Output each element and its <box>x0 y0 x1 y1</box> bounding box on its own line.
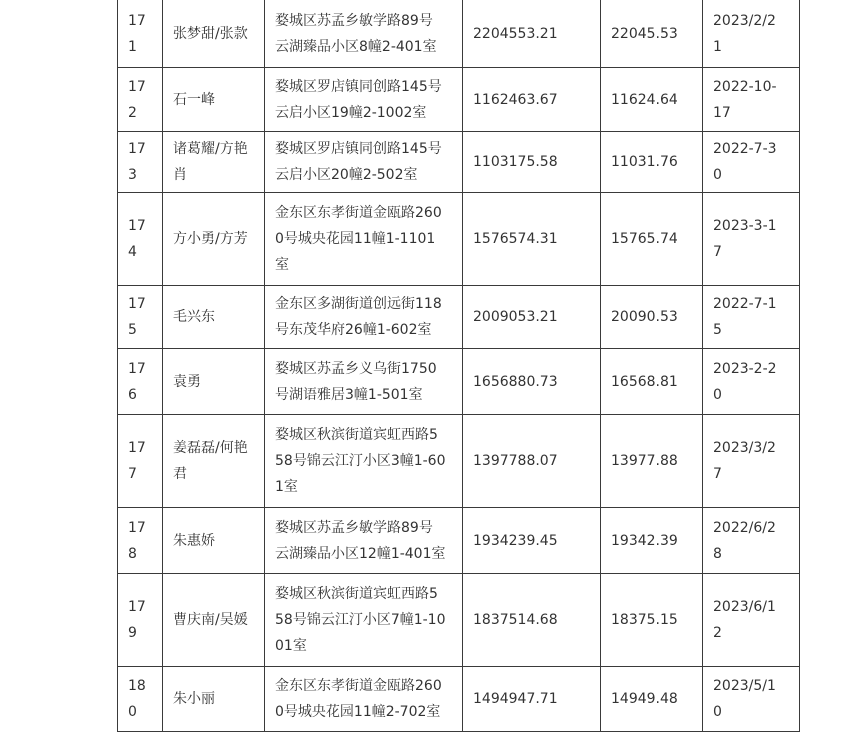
owner-name-cell <box>163 667 265 732</box>
cell-line: 号湖语雅居3幢1-501室 <box>275 386 423 403</box>
cell-line: 18 <box>128 678 146 694</box>
date-cell <box>703 132 800 193</box>
table-row <box>118 508 800 574</box>
address-cell <box>265 286 463 349</box>
amount-cell: 1162463.67 <box>463 68 601 132</box>
cell-line: 8 <box>713 545 722 562</box>
records-table-body <box>118 0 800 732</box>
address-cell <box>265 132 463 193</box>
cell-line: 云湖臻品小区12幢1-401室 <box>275 545 446 562</box>
cell-line: 17 <box>128 141 146 157</box>
address-cell <box>265 574 463 667</box>
cell-line: 6 <box>128 386 137 403</box>
address-cell <box>265 349 463 415</box>
cell-line: 朱惠娇 <box>173 532 215 549</box>
cell-line: 张梦甜/张款 <box>173 25 248 42</box>
amount-cell: 1103175.58 <box>463 132 601 193</box>
cell-line: 2023-3-1 <box>713 218 777 234</box>
cell-line: 4 <box>128 244 137 260</box>
cell-line: 7 <box>713 244 722 260</box>
cell-line: 金东区多湖街道创远街118 <box>275 296 442 312</box>
cell-line: 婺城区秋滨街道宾虹西路5 <box>275 427 438 443</box>
cell-line: 2023/3/2 <box>713 440 776 456</box>
cell-line: 2022/6/2 <box>713 519 776 536</box>
amount-cell: 1494947.71 <box>463 667 601 732</box>
cell-line: 方小勇/方芳 <box>173 231 248 247</box>
cell-line: 2022-10- <box>713 78 777 95</box>
date-cell <box>703 0 800 68</box>
row-number-cell <box>118 68 163 132</box>
cell-line: 1室 <box>275 479 298 495</box>
owner-name-cell <box>163 286 265 349</box>
cell-line: 58号锦云江汀小区3幢1-60 <box>275 453 446 469</box>
deposit-cell: 11624.64 <box>601 68 703 132</box>
cell-line: 01室 <box>275 638 307 654</box>
cell-line: 云启小区19幢2-1002室 <box>275 104 427 121</box>
address-cell <box>265 667 463 732</box>
cell-line: 17 <box>128 218 146 234</box>
cell-line: 17 <box>128 519 146 536</box>
cell-line: 7 <box>713 466 722 482</box>
date-cell <box>703 68 800 132</box>
cell-line: 7 <box>128 466 137 482</box>
cell-line: 婺城区罗店镇同创路145号 <box>275 78 442 95</box>
cell-line: 17 <box>128 78 146 95</box>
amount-cell: 1837514.68 <box>463 574 601 667</box>
address-cell <box>265 415 463 508</box>
cell-line: 0 <box>128 704 137 720</box>
deposit-cell: 14949.48 <box>601 667 703 732</box>
cell-line: 17 <box>128 599 146 615</box>
deposit-cell: 18375.15 <box>601 574 703 667</box>
deposit-cell: 15765.74 <box>601 193 703 286</box>
table-row <box>118 68 800 132</box>
deposit-cell: 13977.88 <box>601 415 703 508</box>
cell-line: 君 <box>173 466 187 482</box>
cell-line: 0 <box>713 167 722 183</box>
cell-line: 2023-2-2 <box>713 360 777 377</box>
cell-line: 号东茂华府26幢1-602室 <box>275 322 432 338</box>
row-number-cell <box>118 132 163 193</box>
cell-line: 婺城区苏孟乡义乌街1750 <box>275 360 437 377</box>
table-row <box>118 193 800 286</box>
cell-line: 姜磊磊/何艳 <box>173 440 248 456</box>
cell-line: 17 <box>128 440 146 456</box>
cell-line: 婺城区罗店镇同创路145号 <box>275 141 442 157</box>
table-row <box>118 349 800 415</box>
cell-line: 金东区东孝街道金瓯路260 <box>275 205 442 221</box>
date-cell <box>703 574 800 667</box>
cell-line: 石一峰 <box>173 91 215 108</box>
owner-name-cell <box>163 349 265 415</box>
row-number-cell <box>118 0 163 68</box>
cell-line: 婺城区苏孟乡敏学路89号 <box>275 12 433 29</box>
deposit-cell: 11031.76 <box>601 132 703 193</box>
row-number-cell <box>118 667 163 732</box>
table-row <box>118 574 800 667</box>
table-row <box>118 132 800 193</box>
row-number-cell <box>118 508 163 574</box>
row-number-cell <box>118 193 163 286</box>
address-cell <box>265 193 463 286</box>
cell-line: 朱小丽 <box>173 691 215 707</box>
cell-line: 17 <box>128 12 146 29</box>
owner-name-cell <box>163 415 265 508</box>
address-cell <box>265 508 463 574</box>
owner-name-cell <box>163 0 265 68</box>
owner-name-cell <box>163 508 265 574</box>
cell-line: 曹庆南/吴媛 <box>173 612 248 628</box>
table-row <box>118 415 800 508</box>
row-number-cell <box>118 349 163 415</box>
date-cell <box>703 508 800 574</box>
date-cell <box>703 667 800 732</box>
address-cell <box>265 0 463 68</box>
cell-line: 诸葛耀/方艳 <box>173 141 248 157</box>
cell-line: 0 <box>713 386 722 403</box>
row-number-cell <box>118 415 163 508</box>
cell-line: 0 <box>713 704 722 720</box>
row-number-cell <box>118 574 163 667</box>
deposit-cell: 20090.53 <box>601 286 703 349</box>
date-cell <box>703 349 800 415</box>
owner-name-cell <box>163 574 265 667</box>
cell-line: 17 <box>128 296 146 312</box>
cell-line: 9 <box>128 625 137 641</box>
cell-line: 2023/6/1 <box>713 599 776 615</box>
row-number-cell <box>118 286 163 349</box>
cell-line: 2 <box>128 104 137 121</box>
deposit-cell: 16568.81 <box>601 349 703 415</box>
date-cell <box>703 286 800 349</box>
table-row <box>118 0 800 68</box>
cell-line: 0号城央花园11幢2-702室 <box>275 704 441 720</box>
cell-line: 毛兴东 <box>173 309 215 325</box>
cell-line: 金东区东孝街道金瓯路260 <box>275 678 442 694</box>
cell-line: 婺城区秋滨街道宾虹西路5 <box>275 586 438 602</box>
amount-cell: 1397788.07 <box>463 415 601 508</box>
deposit-cell: 22045.53 <box>601 0 703 68</box>
records-table <box>117 0 800 732</box>
cell-line: 1 <box>713 38 722 55</box>
table-row <box>118 667 800 732</box>
cell-line: 2022-7-3 <box>713 141 777 157</box>
date-cell <box>703 415 800 508</box>
table-row <box>118 286 800 349</box>
amount-cell: 1934239.45 <box>463 508 601 574</box>
amount-cell: 1656880.73 <box>463 349 601 415</box>
cell-line: 婺城区苏孟乡敏学路89号 <box>275 519 433 536</box>
cell-line: 17 <box>713 104 731 121</box>
date-cell <box>703 193 800 286</box>
deposit-cell: 19342.39 <box>601 508 703 574</box>
cell-line: 8 <box>128 545 137 562</box>
cell-line: 17 <box>128 360 146 377</box>
cell-line: 5 <box>128 322 137 338</box>
cell-line: 58号锦云江汀小区7幢1-10 <box>275 612 446 628</box>
amount-cell: 1576574.31 <box>463 193 601 286</box>
amount-cell: 2204553.21 <box>463 0 601 68</box>
cell-line: 1 <box>128 38 137 55</box>
cell-line: 2 <box>713 625 722 641</box>
owner-name-cell <box>163 132 265 193</box>
amount-cell: 2009053.21 <box>463 286 601 349</box>
address-cell <box>265 68 463 132</box>
cell-line: 2023/2/2 <box>713 12 776 29</box>
cell-line: 2022-7-1 <box>713 296 777 312</box>
owner-name-cell <box>163 193 265 286</box>
cell-line: 肖 <box>173 167 187 183</box>
owner-name-cell <box>163 68 265 132</box>
cell-line: 袁勇 <box>173 373 201 390</box>
cell-line: 3 <box>128 167 137 183</box>
cell-line: 云湖臻品小区8幢2-401室 <box>275 38 437 55</box>
cell-line: 0号城央花园11幢1-1101 <box>275 231 436 247</box>
cell-line: 2023/5/1 <box>713 678 776 694</box>
cell-line: 5 <box>713 322 722 338</box>
cell-line: 室 <box>275 257 289 273</box>
cell-line: 云启小区20幢2-502室 <box>275 167 418 183</box>
